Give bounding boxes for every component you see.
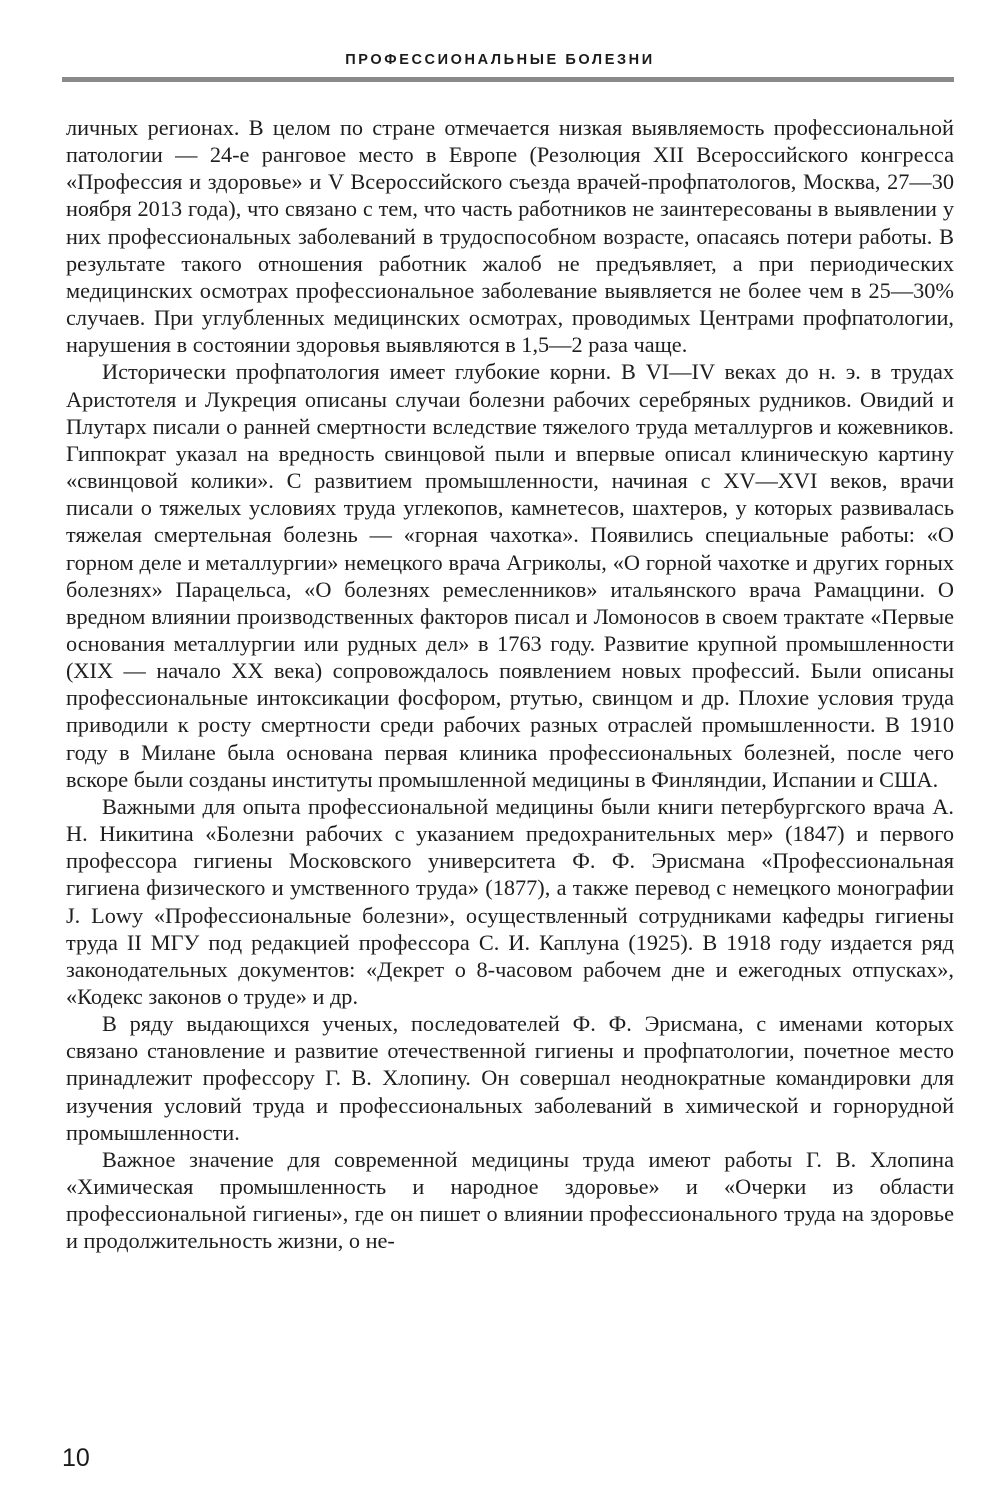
- paragraph-2: Исторически профпатология имеет глубокие корни. В VI—IV веках до н. э. в трудах Аристотеля и Лукреция описаны случаи болезни рабочих серебряных рудников. Овидий и Плутарх писали о ранней смертности вследствие тяжелого труда металлургов и кожевников. Гиппократ указал на вредность свинцовой пыли и впервые описал клиническую картину «свинцовой колики». С развитием промышленности, начиная с XV—XVI веков, врачи писали о тяжелых условиях труда углекопов, камнетесов, шахтеров, у которых развивалась тяжелая смертельная болезнь — «горная чахотка». Появились специальные работы: «О горном деле и металлургии» немецкого врача Агриколы, «О горной чахотке и других горных болезнях» Парацельса, «О болезнях ремесленников» итальянского врача Рамаццини. О вредном влиянии производственных факторов писал и Ломоносов в своем трактате «Первые основания металлургии или рудных дел» в 1763 году. Развитие крупной промышленности (XIX — начало XX века) сопровождалось появлением новых профессий. Были описаны профессиональные интоксикации фосфором, ртутью, свинцом и др. Плохие условия труда приводили к росту смертности среди рабочих разных отраслей промышленности. В 1910 году в Милане была основана первая клиника профессиональных болезней, после чего вскоре были созданы институты промышленной медицины в Финляндии, Испании и США.: [66, 359, 954, 792]
- paragraph-1: личных регионах. В целом по стране отмечается низкая выявляемость профессиональной патологии — 24-е ранговое место в Европе (Резолюция XII Всероссийского конгресса «Профессия и здоровье» и V Всероссийского съезда врачей-профпатологов, Москва, 27—30 ноября 2013 года), что связано с тем, что часть работников не заинтересованы в выявлении у них профессиональных заболеваний в трудоспособном возрасте, опасаясь потери работы. В результате такого отношения работник жалоб не предъявляет, а при периодических медицинских осмотрах профессиональное заболевание выявляется не более чем в 25—30% случаев. При углубленных медицинских осмотрах, проводимых Центрами профпатологии, нарушения в состоянии здоровья выявляются в 1,5—2 раза чаще.: [66, 115, 954, 358]
- page-number: 10: [62, 1444, 90, 1472]
- header-rule: [62, 77, 954, 82]
- running-title: ПРОФЕССИОНАЛЬНЫЕ БОЛЕЗНИ: [345, 52, 655, 68]
- body-text: [66, 114, 954, 1255]
- paragraph-3: Важными для опыта профессиональной медицины были книги петербургского врача А. Н. Никитина «Болезни рабочих с указанием предохранительных мер» (1847) и первого профессора гигиены Московского университета Ф. Ф. Эрисмана «Профессиональная гигиена физического и умственного труда» (1877), а также перевод с немецкого монографии J. Lowy «Профессиональные болезни», осуществленный сотрудниками кафедры гигиены труда II МГУ под редакцией профессора С. И. Каплуна (1925). В 1918 году издается ряд законодательных документов: «Декрет о 8-часовом рабочем дне и ежегодных отпусках», «Кодекс законов о труде» и др.: [66, 793, 954, 1009]
- paragraph-5: Важное значение для современной медицины труда имеют работы Г. В. Хлопина «Химическая промышленность и народное здоровье» и «Очерки из области профессиональной гигиены», где он пишет о влиянии профессионального труда на здоровье и продолжительность жизни, о не-: [66, 1146, 954, 1254]
- paragraph-4: В ряду выдающихся ученых, последователей Ф. Ф. Эрисмана, с именами которых связано становление и развитие отечественной гигиены и профпатологии, почетное место принадлежит профессору Г. В. Хлопину. Он совершал неоднократные командировки для изучения условий труда и профессиональных заболеваний в химической и горнорудной промышленности.: [66, 1011, 954, 1145]
